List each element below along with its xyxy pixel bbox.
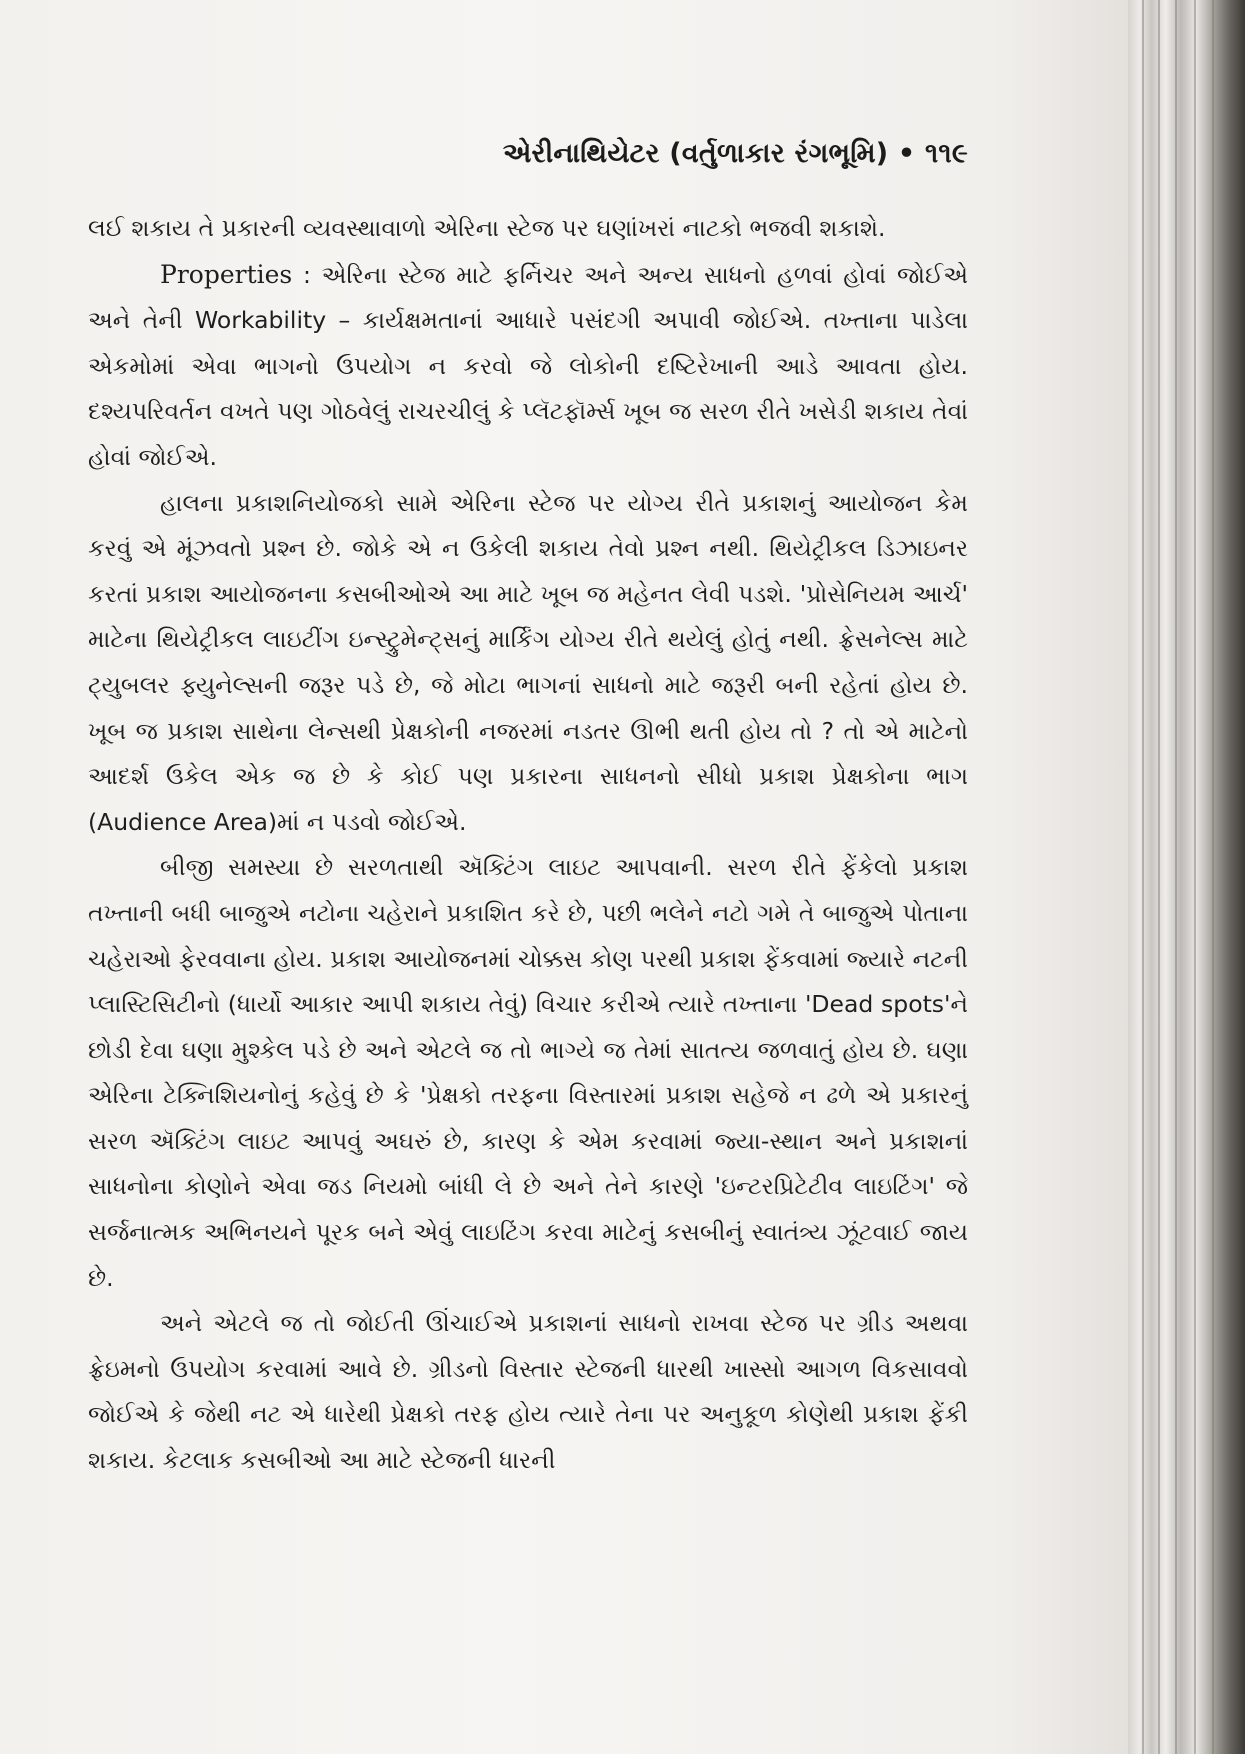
paragraph-text: બીજી સમસ્યા છે સરળતાથી ઍક્ટિંગ લાઇટ આપવાની. સરળ રીતે ફેંકેલો પ્રકાશ તખ્તાની બધી બાજુએ નટોના ચહેરાને પ્રકાશિત કરે છે, પછી ભલેને નટો ગમે તે બાજુએ પોતાના ચહેરાઓ ફેરવવાના હોય. પ્રકાશ આયોજનમાં ચોક્કસ કોણ પરથી પ્રકાશ ફેંકવામાં જ્યારે નટની પ્લાસ્ટિસિટીનો (ધાર્યો આકાર આપી શકાય તેવું) વિચાર કરીએ ત્યારે તખ્તાના 'Dead spots'ને છોડી દેવા ઘણા મુશ્કેલ પડે છે અને એટલે જ તો ભાગ્યે જ તેમાં સાતત્ય જળવાતું હોય છે. ઘણા એરિના ટેક્નિશિયનોનું કહેવું છે કે 'પ્રેક્ષકો તરફના વિસ્તારમાં પ્રકાશ સહેજે ન ઢળે એ પ્રકારનું સરળ ઍક્ટિંગ લાઇટ આપવું અઘરું છે, કારણ કે એમ કરવામાં જ્યા-સ્થાન અને પ્રકાશનાં સાધનોના કોણોને એવા જડ નિયમો બાંધી લે છે અને તેને કારણે 'ઇન્ટરપ્રિટેટીવ લાઇટિંગ' જે સર્જનાત્મક અભિનયને પૂરક બને એવું લાઇટિંગ કરવા માટેનું કસબીનું સ્વાતંત્ર્ય ઝૂંટવાઈ જાય છે. xyxy=(88,853,968,1292)
paragraph-continuation xyxy=(88,206,968,252)
paragraph-properties xyxy=(88,252,968,481)
paragraph-text: લઈ શકાય તે પ્રકારની વ્યવસ્થાવાળો એરિના સ્ટેજ પર ઘણાંખરાં નાટકો ભજવી શકાશે. xyxy=(88,214,886,242)
paragraph-text: અને એટલે જ તો જોઈતી ઊંચાઈએ પ્રકાશનાં સાધનો રાખવા સ્ટેજ પર ગ્રીડ અથવા ફ્રેઇમનો ઉપયોગ કરવામાં આવે છે. ગ્રીડનો વિસ્તાર સ્ટેજની ધારથી ખાસ્સો આગળ વિકસાવવો જોઈએ કે જેથી નટ એ ધારેથી પ્રેક્ષકો તરફ હોય ત્યારે તેના પર અનુકૂળ કોણેથી પ્રકાશ ફેંકી શકાય. કેટલાક કસબીઓ આ માટે સ્ટેજની ધારની xyxy=(88,1309,968,1475)
page-edge-line xyxy=(1212,0,1214,1754)
page-edge-line xyxy=(1194,0,1196,1754)
page-edge-line xyxy=(1175,0,1177,1754)
page-edge-line xyxy=(1158,0,1160,1754)
paragraph-grid-frame xyxy=(88,1301,968,1483)
paragraph-text: : એરિના સ્ટેજ માટે ફર્નિચર અને અન્ય સાધનો હળવાં હોવાં જોઈએ અને તેની Workability – કાર્યક્ષમતાનાં આધારે પસંદગી અપાવી જોઈએ. તખ્તાના પાડેલા એકમોમાં એવા ભાગનો ઉપયોગ ન કરવો જે લોકોની દષ્ટિરેખાની આડે આવતા હોય. દશ્યપરિવર્તન વખતે પણ ગોઠવેલું રાચરચીલું કે પ્લૅટફૉર્મ્સ ખૂબ જ સરળ રીતે ખસેડી શકાય તેવાં હોવાં જોઈએ. xyxy=(88,260,968,471)
paragraph-text: હાલના પ્રકાશનિયોજકો સામે એરિના સ્ટેજ પર યોગ્ય રીતે પ્રકાશનું આયોજન કેમ કરવું એ મૂંઝવતો પ્રશ્ન છે. જોકે એ ન ઉકેલી શકાય તેવો પ્રશ્ન નથી. થિયેટ્રીકલ ડિઝાઇનર કરતાં પ્રકાશ આયોજનના કસબીઓએ આ માટે ખૂબ જ મહેનત લેવી પડશે. 'પ્રોસેનિયમ આર્ચ' માટેના થિયેટ્રીકલ લાઇટીંગ ઇન્સ્ટ્રુમેન્ટ્સનું માર્કિંગ યોગ્ય રીતે થયેલું હોતું નથી. ફ્રેસનેલ્સ માટે ટ્યુબલર ફ્યુનેલ્સની જરૂર પડે છે, જે મોટા ભાગનાં સાધનો માટે જરૂરી બની રહેતાં હોય છે. ખૂબ જ પ્રકાશ સાથેના લેન્સથી પ્રેક્ષકોની નજરમાં નડતર ઊભી થતી હોય તો ? તો એ માટેનો આદર્શ ઉકેલ એક જ છે કે કોઈ પણ પ્રકારના સાધનનો સીધો પ્રકાશ પ્રેક્ષકોના ભાગ (Audience Area)માં ન પડવો જોઈએ. xyxy=(88,488,968,836)
book-page-edges xyxy=(1128,0,1245,1754)
page-edge-line xyxy=(1142,0,1144,1754)
paragraph-acting-light xyxy=(88,845,968,1301)
paragraph-lead-term: Properties xyxy=(160,259,293,289)
paragraph-lighting-problem xyxy=(88,481,968,846)
chapter-title: એરીનાથિયેટર (વર્તુળાકાર રંગભૂમિ) xyxy=(502,138,889,169)
body-text xyxy=(88,206,968,1484)
header-bullet: • xyxy=(897,138,916,169)
running-head xyxy=(88,138,968,170)
page-number: ૧૧૯ xyxy=(924,138,968,169)
